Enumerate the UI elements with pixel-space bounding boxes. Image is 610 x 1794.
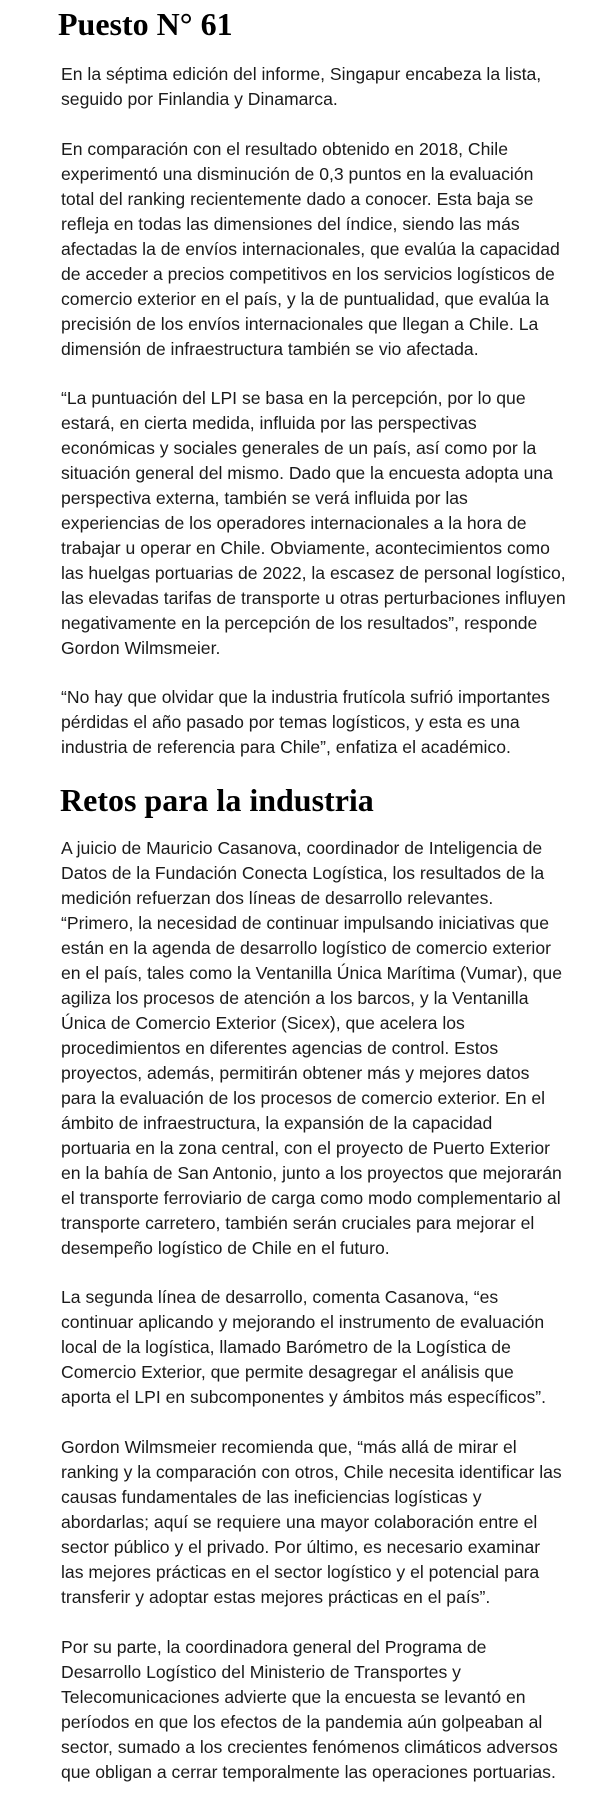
paragraph: Gordon Wilmsmeier recomienda que, “más allá de mirar el ranking y la comparación con otros, Chile necesita identificar las causas fundamentales de las ineficiencias logísticas y abordarlas; aquí se requiere una mayor colaboración entre el sector público y el privado. Por último, es necesario examinar las mejores prácticas en el sector logístico y el potencial para transferir y adoptar estas mejores prácticas en el país”. — [61, 1437, 562, 1607]
section-heading-puesto: Puesto N° 61 — [58, 6, 233, 42]
paragraph: La segunda línea de desarrollo, comenta Casanova, “es continuar aplicando y mejorando el instrumento de evaluación local de la logística, llamado Barómetro de la Logística de Comercio Exterior, que permite desagregar el análisis que aporta el LPI en subcomponentes y ámbitos más específicos”. — [61, 1287, 547, 1407]
paragraph: A juicio de Mauricio Casanova, coordinador de Inteligencia de Datos de la Fundación Conecta Logística, los resultados de la medición refuerzan dos líneas de desarrollo relevantes. “Primero, la necesidad de continuar impulsando iniciativas que están en la agenda de desarrollo logístico de comercio exterior en el país, tales como la Ventanilla Única Marítima (Vumar), que agiliza los procesos de atención a los barcos, y la Ventanilla Única de Comercio Exterior (Sicex), que acelera los procedimientos en diferentes agencias de control. Estos proyectos, además, permitirán obtener más y mejores datos para la evaluación de los procesos de comercio exterior. En el ámbito de infraestructura, la expansión de la capacidad portuaria en la zona central, con el proyecto de Puerto Exterior en la bahía de San Antonio, junto a los proyectos que mejorarán el transporte ferroviario de carga como modo complementario al transporte carretero, también serán cruciales para mejorar el desempeño logístico de Chile en el futuro. — [61, 838, 563, 1258]
paragraph: “La puntuación del LPI se basa en la percepción, por lo que estará, en cierta medida, influida por las perspectivas económicas y sociales generales de un país, así como por la situación general del mismo. Dado que la encuesta adopta una perspectiva externa, también se verá influida por las experiencias de los operadores internacionales a la hora de trabajar u operar en Chile. Obviamente, acontecimientos como las huelgas portuarias de 2022, la escasez de personal logístico, las elevadas tarifas de transporte u otras perturbaciones influyen negativamente en la percepción de los resultados”, responde Gordon Wilmsmeier. — [61, 388, 566, 658]
paragraph: Por su parte, la coordinadora general del Programa de Desarrollo Logístico del Ministerio de Transportes y Telecomunicaciones advierte que la encuesta se levantó en períodos en que los efectos de la pandemia aún golpeaban al sector, sumado a los crecientes fenómenos climáticos adversos que obligan a cerrar temporalmente las operaciones portuarias. — [61, 1637, 558, 1782]
paragraph: En la séptima edición del informe, Singapur encabeza la lista, seguido por Finlandia y Dinamarca. — [61, 64, 542, 109]
section-heading-retos: Retos para la industria — [60, 782, 374, 818]
paragraph: “No hay que olvidar que la industria frutícola sufrió importantes pérdidas el año pasado por temas logísticos, y esta es una industria de referencia para Chile”, enfatiza el académico. — [61, 687, 550, 757]
paragraph: En comparación con el resultado obtenido en 2018, Chile experimentó una disminución de 0,3 puntos en la evaluación total del ranking recientemente dado a conocer. Esta baja se refleja en todas las dimensiones del índice, siendo las más afectadas la de envíos internacionales, que evalúa la capacidad de acceder a precios competitivos en los servicios logísticos de comercio exterior en el país, y la de puntualidad, que evalúa la precisión de los envíos internacionales que llegan a Chile. La dimensión de infraestructura también se vio afectada. — [61, 139, 560, 359]
